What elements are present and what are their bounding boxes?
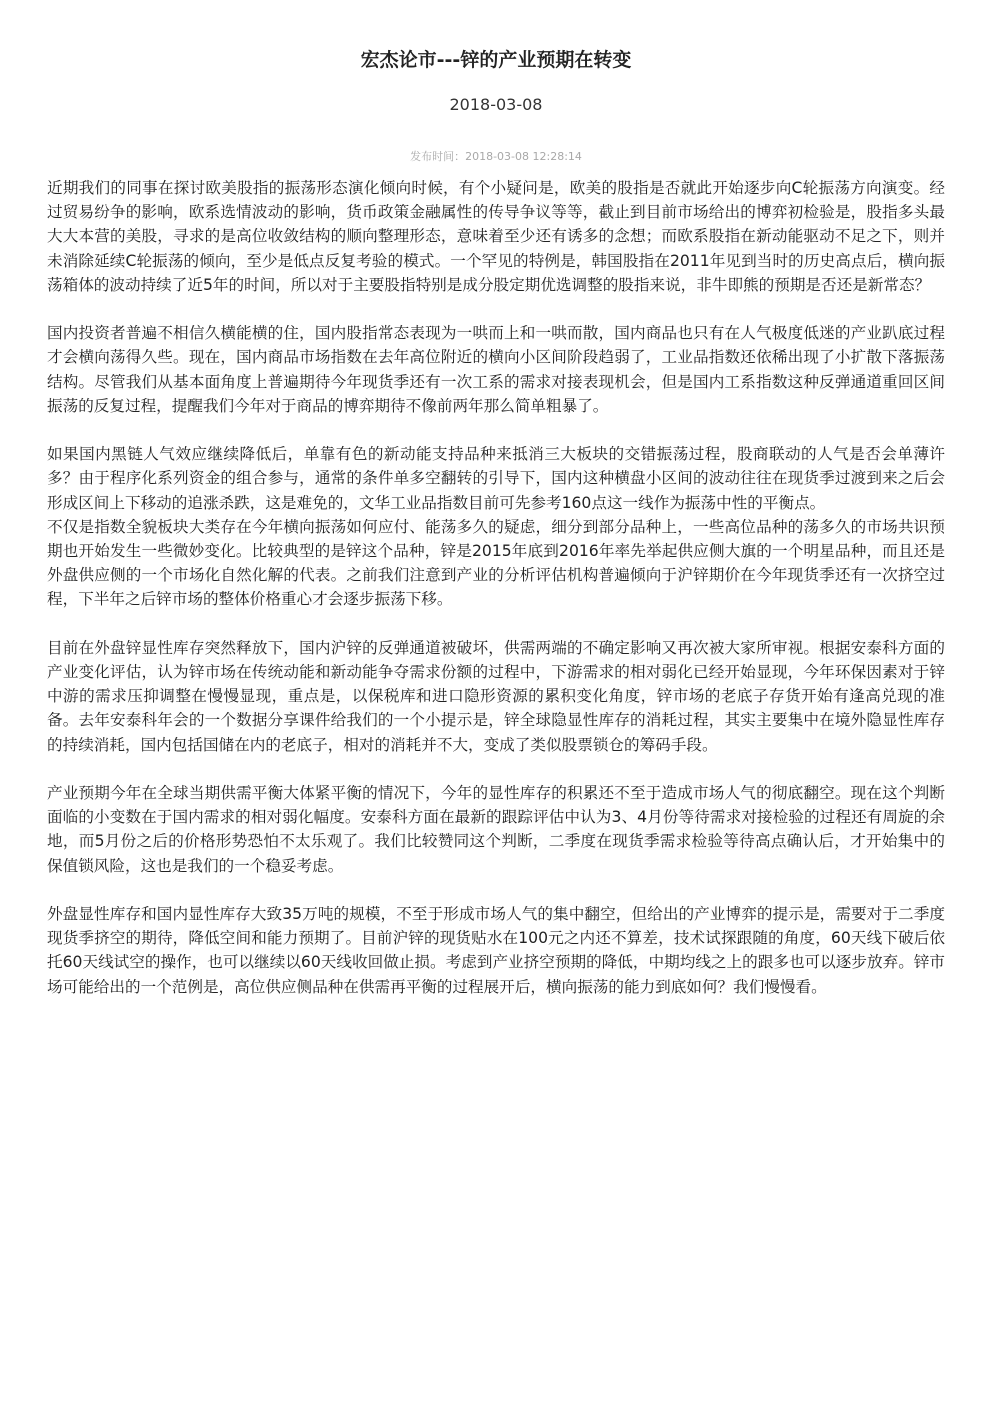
paragraph-4: 不仅是指数全貌板块大类存在今年横向振荡如何应付、能荡多久的疑虑，细分到部分品种上，一些高位品种的荡多久的市场共识预期也开始发生一些微妙变化。比较典型的是锌这个品种，锌是2015年底到2016年率先举起供应侧大旗的一个明星品种，而且还是外盘供应侧的一个市场化自然化解的代表。之前我们注意到产业的分析评估机构普遍倾向于沪锌期价在今年现货季还有一次挤空过程，下半年之后锌市场的整体价格重心才会逐步振荡下移。 bbox=[47, 517, 945, 609]
paragraph-1: 近期我们的同事在探讨欧美股指的振荡形态演化倾向时候，有个小疑问是，欧美的股指是否就此开始逐步向C轮振荡方向演变。经过贸易纷争的影响，欧系选情波动的影响，货币政策金融属性的传导争议等等，截止到目前市场给出的博弈初检验是，股指多头最大大本营的美股，寻求的是高位收敛结构的顺向整理形态，意味着至少还有诱多的念想；而欧系股指在新动能驱动不足之下，则并未消除延续C轮振荡的倾向，至少是低点反复考验的模式。一个罕见的特例是，韩国股指在2011年见到当时的历史高点后，横向振荡箱体的波动持续了近5年的时间，所以对于主要股指特别是成分股定期优选调整的股指来说，非牛即熊的预期是否还是新常态？ bbox=[47, 179, 945, 294]
publish-time: 发布时间：2018-03-08 12:28:14 bbox=[410, 150, 582, 163]
paragraph-6: 产业预期今年在全球当期供需平衡大体紧平衡的情况下，今年的显性库存的积累还不至于造成市场人气的彻底翻空。现在这个判断面临的小变数在于国内需求的相对弱化幅度。安泰科方面在最新的跟踪评估中认为3、4月份等待需求对接检验的过程还有周旋的余地，而5月份之后的价格形势恐怕不太乐观了。我们比较赞同这个判断，二季度在现货季需求检验等待高点确认后，才开始集中的保值锁风险，这也是我们的一个稳妥考虑。 bbox=[47, 784, 945, 875]
article-date: 2018-03-08 bbox=[449, 95, 543, 114]
article-body bbox=[47, 176, 945, 999]
paragraph-3: 如果国内黑链人气效应继续降低后，单靠有色的新动能支持品种来抵消三大板块的交错振荡过程，股商联动的人气是否会单薄许多？由于程序化系列资金的组合参与，通常的条件单多空翻转的引导下，国内这种横盘小区间的波动往往在现货季过渡到来之后会形成区间上下移动的追涨杀跌，这是难免的，文华工业品指数目前可先参考160点这一线作为振荡中性的平衡点。 bbox=[47, 445, 945, 512]
article-title: 宏杰论市---锌的产业预期在转变 bbox=[360, 49, 632, 71]
paragraph-5: 目前在外盘锌显性库存突然释放下，国内沪锌的反弹通道被破坏，供需两端的不确定影响又再次被大家所审视。根据安泰科方面的产业变化评估，认为锌市场在传统动能和新动能争夺需求份额的过程中，下游需求的相对弱化已经开始显现，今年环保因素对于锌中游的需求压抑调整在慢慢显现，重点是，以保税库和进口隐形资源的累积变化角度，锌市场的老底子存货开始有逢高兑现的准备。去年安泰科年会的一个数据分享课件给我们的一个小提示是，锌全球隐显性库存的消耗过程，其实主要集中在境外隐显性库存的持续消耗，国内包括国储在内的老底子，相对的消耗并不大，变成了类似股票锁仓的筹码手段。 bbox=[47, 638, 945, 754]
paragraph-7: 外盘显性库存和国内显性库存大致35万吨的规模，不至于形成市场人气的集中翻空，但给出的产业博弈的提示是，需要对于二季度现货季挤空的期待，降低空间和能力预期了。目前沪锌的现货贴水在100元之内还不算差，技术试探跟随的角度，60天线下破后依托60天线试空的操作，也可以继续以60天线收回做止损。考虑到产业挤空预期的降低，中期均线之上的跟多也可以逐步放弃。锌市场可能给出的一个范例是，高位供应侧品种在供需再平衡的过程展开后，横向振荡的能力到底如何？我们慢慢看。 bbox=[47, 905, 945, 996]
paragraph-2: 国内投资者普遍不相信久横能横的住，国内股指常态表现为一哄而上和一哄而散，国内商品也只有在人气极度低迷的产业趴底过程才会横向荡得久些。现在，国内商品市场指数在去年高位附近的横向小区间阶段趋弱了，工业品指数还依稀出现了小扩散下落振荡结构。尽管我们从基本面角度上普遍期待今年现货季还有一次工系的需求对接表现机会，但是国内工系指数这种反弹通道重回区间振荡的反复过程，提醒我们今年对于商品的博弈期待不像前两年那么简单粗暴了。 bbox=[47, 324, 945, 415]
